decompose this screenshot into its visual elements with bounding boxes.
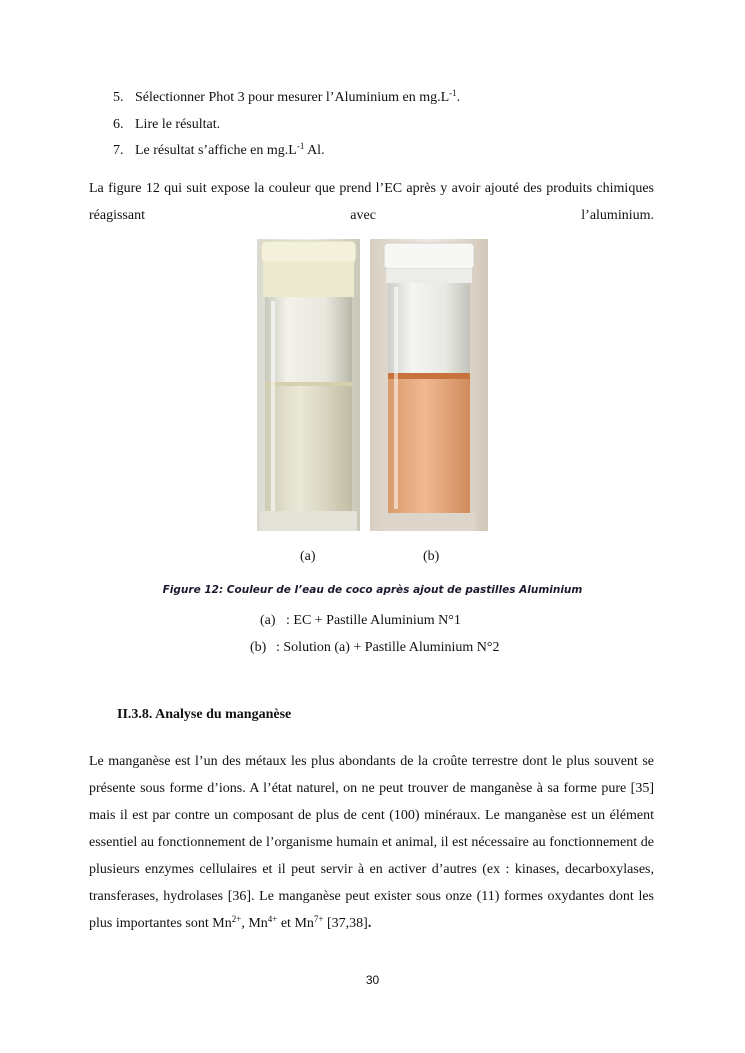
- body-text: , Mn: [241, 916, 268, 931]
- step-text: Le résultat s’affiche en mg.L: [135, 143, 297, 158]
- section-heading: II.3.8. Analyse du manganèse: [117, 707, 292, 722]
- legend-text: : Solution (a) + Pastille Aluminium N°2: [276, 640, 500, 655]
- body-text-end: .: [367, 916, 372, 931]
- body-text: Le manganèse est l’un des métaux les plus abondants de la croûte terrestre dont le plus souvent se présente sous forme d’ions. A l’état naturel, on ne peut trouver de manganèse à sa forme pure [35] mais il est par contre un composant de plus de cent (100) minéraux. Le manganèse est un élément essentiel au fonctionnement de l’organisme humain et animal, il est nécessaire au fonctionnement de plusieurs enzymes cellulaires et il peut servir à en activer d’autres (ex : kinases, decarboxylases, transferases, hydrolases [36]. Le manganèse peut exister sous onze (11) formes oxydantes dont les plus importantes sont Mn: [89, 754, 654, 931]
- step-number: 7.: [113, 143, 124, 158]
- body-text: et Mn: [277, 916, 314, 931]
- step-superscript: -1: [449, 88, 457, 98]
- legend-text: : EC + Pastille Aluminium N°1: [286, 613, 461, 628]
- citation: [37,38]: [323, 916, 368, 931]
- figure-legend-b: [250, 640, 500, 656]
- ion-charge: 7+: [313, 914, 324, 924]
- vial-a-image: [257, 239, 360, 531]
- step-item: [113, 115, 460, 142]
- step-text: Lire le résultat.: [135, 116, 221, 132]
- figure-legend-a: [260, 613, 461, 629]
- figure-label-a: (a): [300, 549, 316, 564]
- step-text-end: .: [456, 90, 461, 105]
- step-item: [113, 88, 460, 115]
- step-text-end: Al.: [304, 143, 325, 158]
- vial-b-image: [370, 239, 488, 531]
- figure-photo-a: [257, 239, 360, 531]
- step-text: Sélectionner Phot 3 pour mesurer l’Aluminium en mg.L: [135, 90, 450, 105]
- step-superscript: -1: [296, 141, 305, 151]
- page-number: 30: [365, 973, 380, 987]
- legend-tag: (b): [250, 640, 267, 655]
- figure-label-b: (b): [423, 549, 440, 564]
- procedure-steps: [113, 88, 460, 168]
- legend-tag: (a): [260, 613, 276, 628]
- body-paragraph: [89, 748, 654, 937]
- step-item: [113, 141, 460, 168]
- ion-charge: 2+: [231, 914, 242, 924]
- intro-paragraph: La figure 12 qui suit expose la couleur que prend l’EC après y avoir ajouté des produits chimiques réagissant avec l’aluminium.: [89, 181, 654, 223]
- ion-charge: 4+: [267, 914, 278, 924]
- figure-photo-b: [370, 239, 488, 531]
- step-number: 5.: [113, 90, 124, 105]
- step-number: 6.: [113, 116, 124, 132]
- figure-caption: Figure 12: Couleur de l’eau de coco après ajout de pastilles Aluminium: [162, 584, 583, 596]
